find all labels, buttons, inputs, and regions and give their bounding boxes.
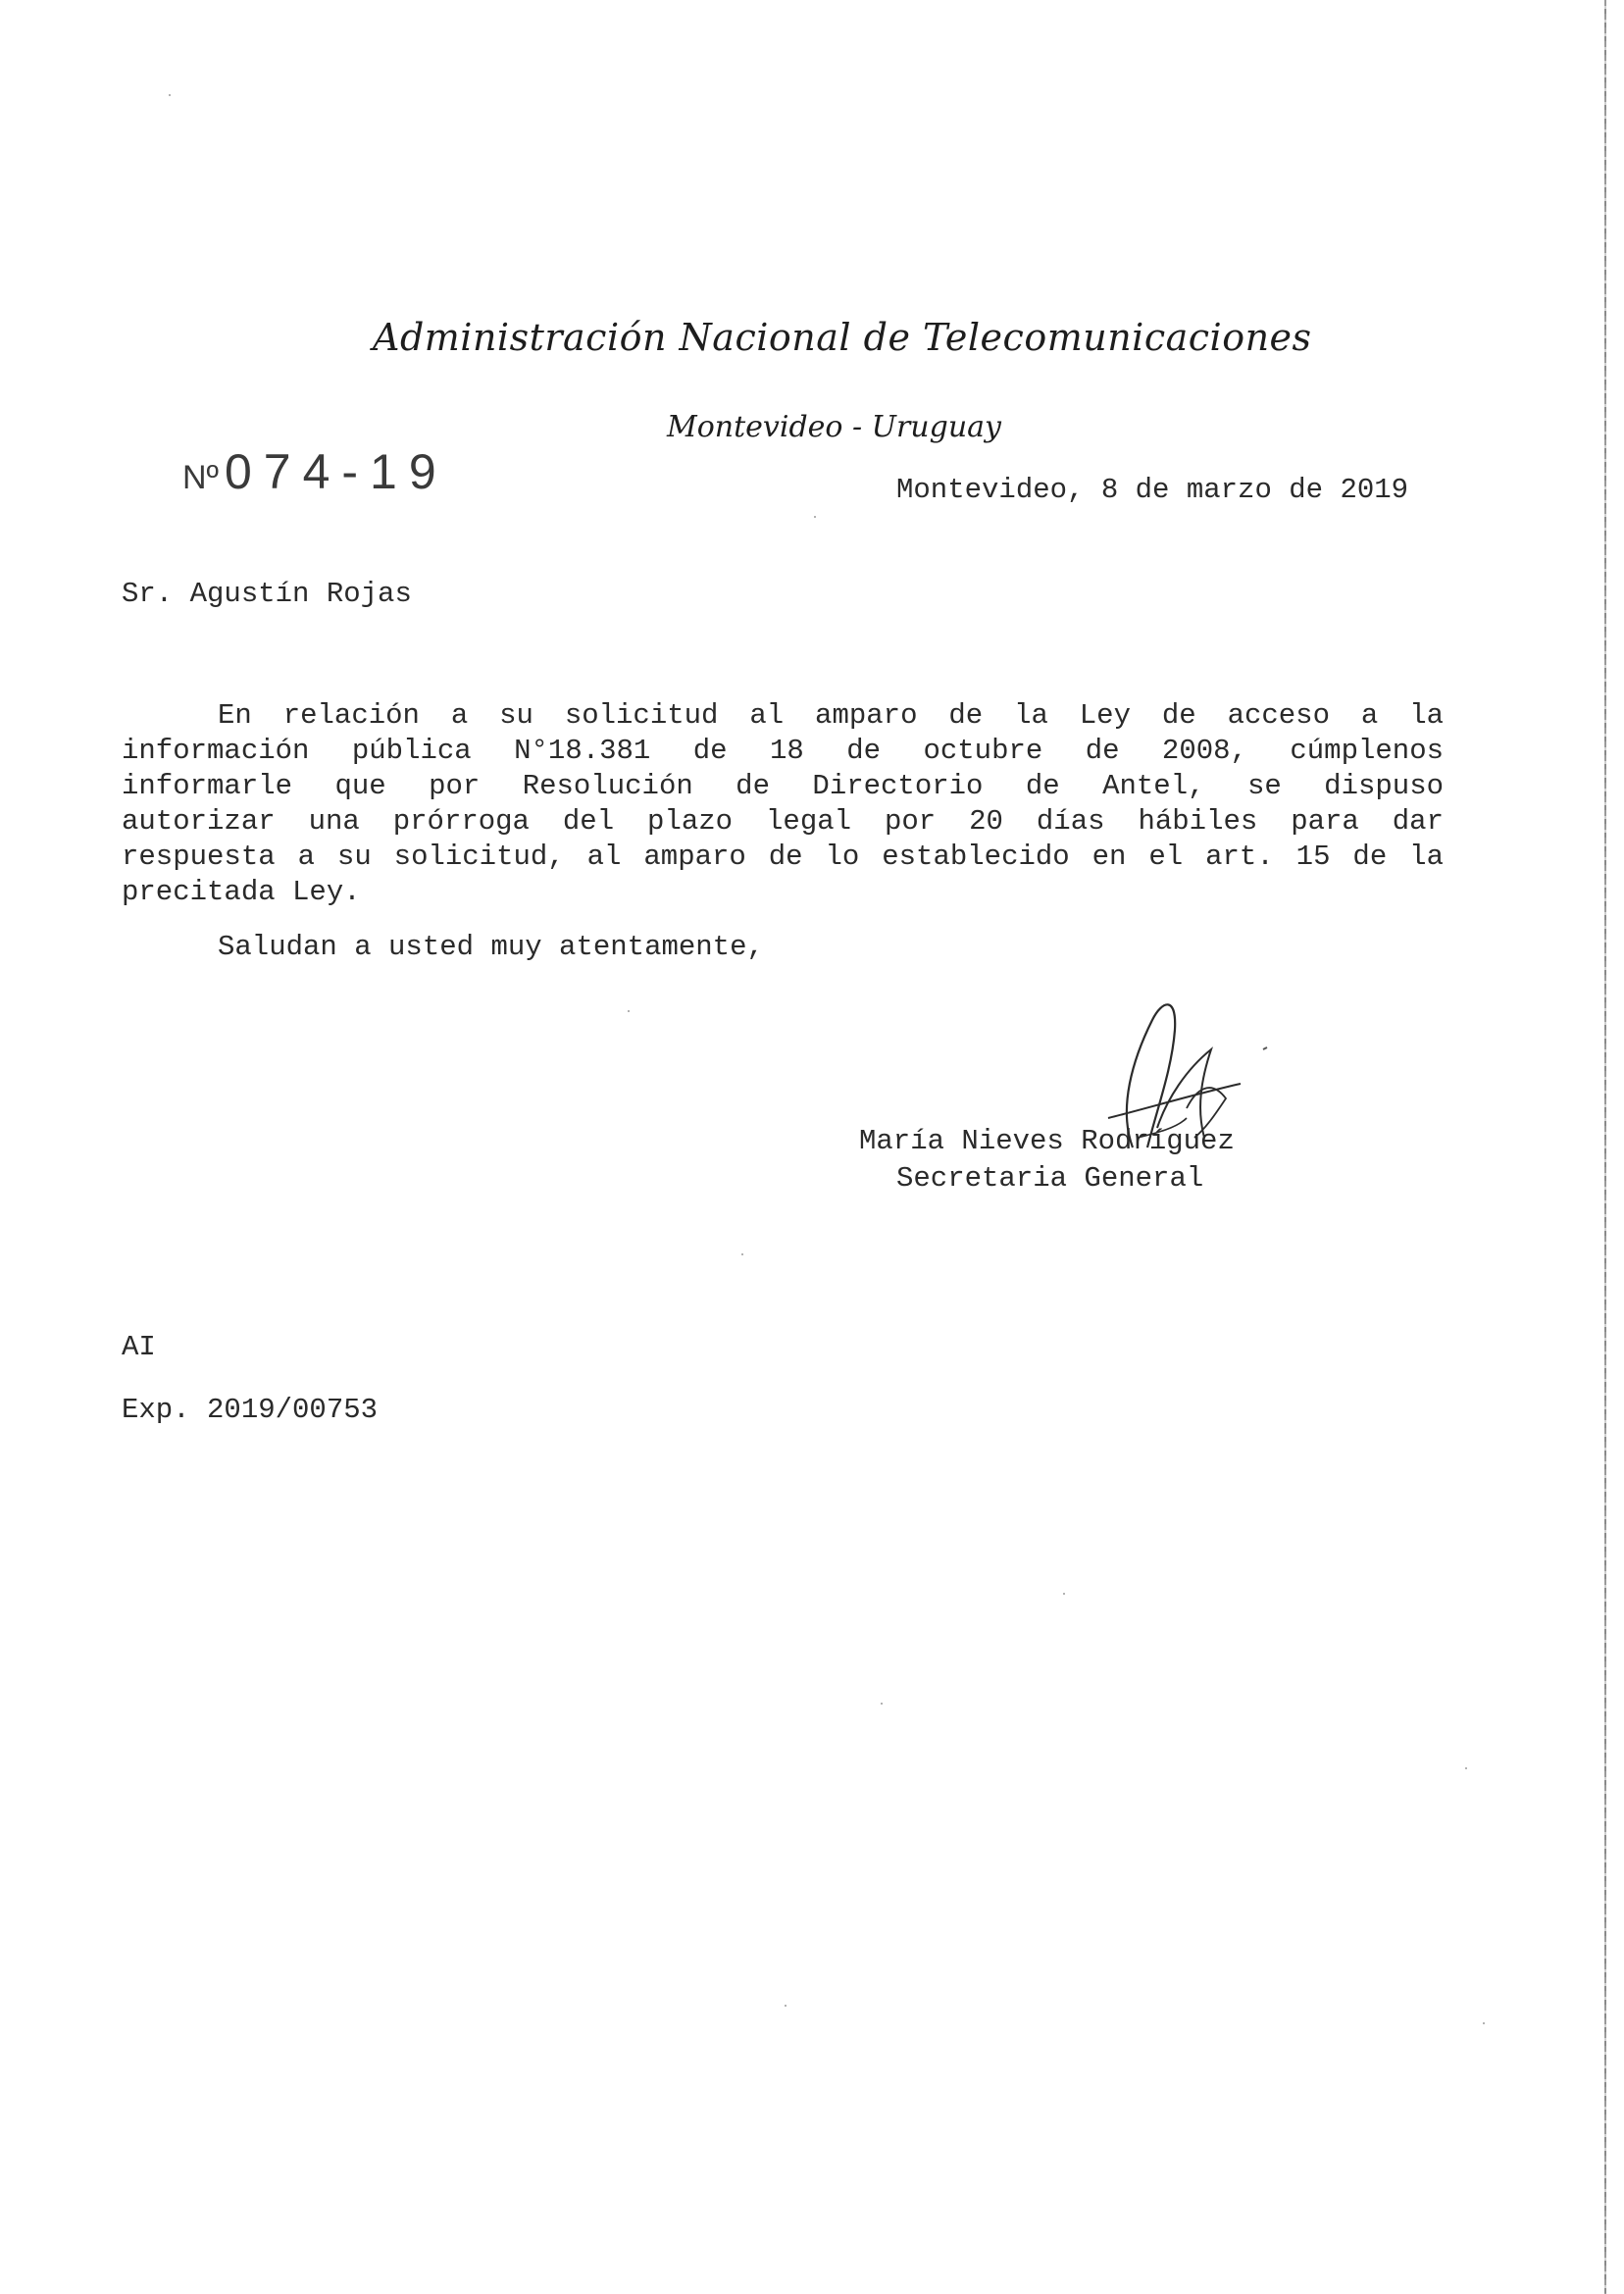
stamp-prefix: Nº xyxy=(182,459,219,496)
body-line: información pública N°18.381 de 18 de octubre de 2008, cúmplenos xyxy=(122,735,1444,767)
letterhead-organization: Administración Nacional de Telecomunicaciones xyxy=(373,316,1312,359)
stamp-number xyxy=(182,443,448,500)
body-line: En relación a su solicitud al amparo de la Ley de acceso a la xyxy=(218,699,1444,732)
letterhead-city: Montevideo - Uruguay xyxy=(667,410,1001,444)
scan-speck xyxy=(881,1703,883,1705)
signer-name: María Nieves Rodríguez xyxy=(859,1125,1235,1157)
scan-speck xyxy=(785,2005,787,2007)
scan-speck xyxy=(814,516,816,518)
body-line: respuesta a su solicitud, al amparo de lo establecido en el art. 15 de la xyxy=(122,841,1444,873)
scan-speck xyxy=(1063,1593,1065,1595)
scan-speck xyxy=(1465,1767,1467,1769)
scan-edge-line xyxy=(1604,0,1606,2294)
signer-title: Secretaria General xyxy=(896,1162,1204,1195)
scan-speck xyxy=(741,1253,743,1255)
date-line: Montevideo, 8 de marzo de 2019 xyxy=(896,474,1409,506)
body-line: informarle que por Resolución de Directorio de Antel, se dispuso xyxy=(122,770,1444,802)
recipient: Sr. Agustín Rojas xyxy=(122,578,412,610)
scan-speck xyxy=(1483,2022,1485,2024)
letter-body xyxy=(122,698,1444,910)
stamp-value: 074-19 xyxy=(224,444,448,499)
closing-salutation: Saludan a usted muy atentamente, xyxy=(218,931,764,963)
body-line: precitada Ley. xyxy=(122,876,361,908)
file-reference: Exp. 2019/00753 xyxy=(122,1394,379,1426)
body-line: autorizar una prórroga del plazo legal por 20 días hábiles para dar xyxy=(122,805,1444,838)
scan-speck xyxy=(169,94,171,96)
scan-speck xyxy=(628,1010,630,1012)
author-initials: AI xyxy=(122,1331,156,1363)
